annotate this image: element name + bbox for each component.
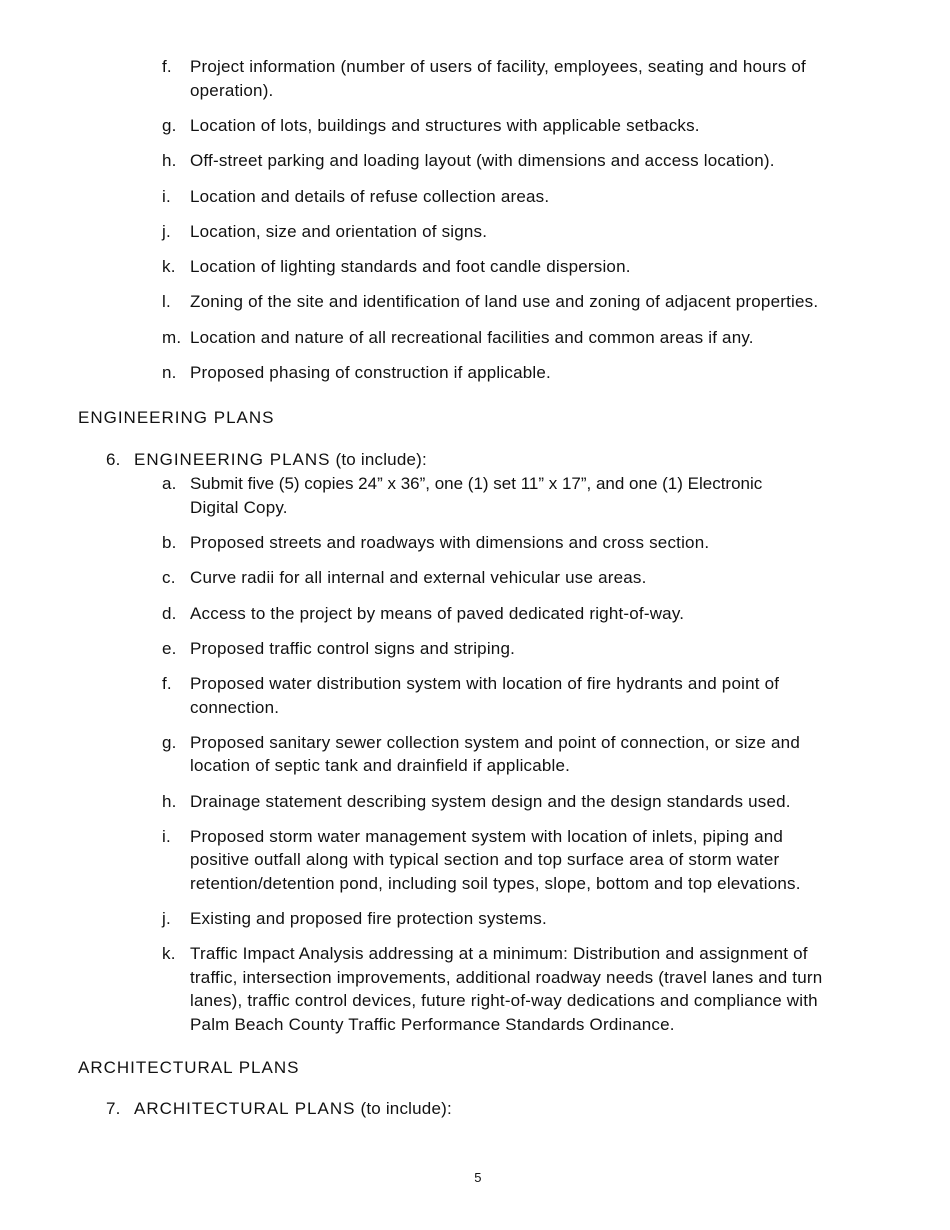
list-item-l	[0, 290, 950, 314]
list-marker: i.	[162, 186, 171, 206]
list-item-text: Location and details of refuse collection areas.	[190, 186, 550, 206]
list-item-n	[0, 361, 950, 385]
section-number: 7.	[106, 1099, 121, 1119]
list-item-i	[0, 825, 950, 896]
list-item-a	[0, 472, 950, 519]
section-suffix: (to include):	[335, 450, 427, 470]
list-item-g	[0, 114, 950, 138]
list-item-text: retention/detention pond, including soil types, slope, bottom and top elevations.	[190, 873, 801, 893]
list-item-text: Proposed water distribution system with location of fire hydrants and point of	[190, 674, 780, 693]
list-item-text: Palm Beach County Traffic Performance Standards Ordinance.	[190, 1014, 675, 1034]
section-suffix: (to include):	[360, 1099, 452, 1119]
list-item-j	[0, 220, 950, 244]
list-item-text: Proposed sanitary sewer collection system and point of connection, or size and	[190, 732, 800, 752]
list-marker: m.	[162, 327, 182, 347]
list-marker: g.	[162, 732, 177, 752]
list-marker: i.	[162, 826, 171, 846]
list-item-text: lanes), traffic control devices, future right-of-way dedications and compliance with	[190, 991, 818, 1011]
list-item-h	[0, 790, 950, 814]
list-item-k	[0, 942, 950, 1036]
list-item-text: Proposed storm water management system with location of inlets, piping and	[190, 826, 784, 846]
list-item-text: Location and nature of all recreational facilities and common areas if any.	[190, 327, 754, 347]
list-item-text: Proposed phasing of construction if applicable.	[190, 362, 551, 382]
section-7-title	[106, 1097, 452, 1121]
list-item-text: Digital Copy.	[190, 497, 288, 517]
list-marker: l.	[162, 292, 171, 312]
site-plan-list	[0, 55, 950, 396]
list-item-text: Traffic Impact Analysis addressing at a minimum: Distribution and assignment of	[190, 944, 808, 964]
list-item-k	[0, 255, 950, 279]
section-title: ARCHITECTURAL PLANS	[134, 1099, 356, 1119]
list-item-e	[0, 637, 950, 661]
list-marker: c.	[162, 568, 176, 588]
list-item-text: Location of lots, buildings and structures with applicable setbacks.	[190, 116, 700, 135]
list-item-text: traffic, intersection improvements, additional roadway needs (travel lanes and turn	[190, 967, 823, 987]
list-marker: n.	[162, 362, 177, 382]
section-6-title	[106, 448, 427, 472]
list-marker: f.	[162, 57, 172, 77]
list-marker: j.	[162, 221, 171, 241]
list-marker: g.	[162, 116, 177, 135]
list-marker: h.	[162, 151, 177, 171]
list-marker: k.	[162, 944, 176, 964]
engineering-plans-heading: ENGINEERING PLANS	[78, 408, 275, 428]
list-marker: d.	[162, 603, 177, 623]
list-marker: h.	[162, 791, 177, 811]
list-item-text: Project information (number of users of facility, employees, seating and hours of	[190, 57, 806, 77]
section-title: ENGINEERING PLANS	[134, 450, 331, 470]
list-marker: e.	[162, 638, 177, 658]
list-item-text: location of septic tank and drainfield if applicable.	[190, 756, 571, 776]
list-item-text: Location of lighting standards and foot candle dispersion.	[190, 257, 631, 276]
list-item-h	[0, 149, 950, 173]
list-item-text: connection.	[190, 697, 280, 717]
list-marker: j.	[162, 909, 171, 928]
list-item-j	[0, 907, 950, 931]
list-marker: a.	[162, 474, 177, 494]
list-item-g	[0, 731, 950, 778]
list-item-text: Drainage statement describing system design and the design standards used.	[190, 791, 791, 811]
list-marker: b.	[162, 533, 177, 552]
list-item-text: Existing and proposed fire protection systems.	[190, 909, 547, 928]
list-item-text: Proposed traffic control signs and striping.	[190, 638, 516, 658]
section-number: 6.	[106, 450, 121, 470]
list-item-text: Off-street parking and loading layout (with dimensions and access location).	[190, 151, 775, 171]
list-marker: f.	[162, 674, 172, 693]
list-item-text: Submit five (5) copies 24” x 36”, one (1) set 11” x 17”, and one (1) Electronic	[190, 474, 763, 494]
list-item-text: operation).	[190, 80, 274, 100]
list-item-b	[0, 531, 950, 555]
list-item-text: Zoning of the site and identification of land use and zoning of adjacent properties.	[190, 292, 819, 312]
engineering-plans-list	[0, 472, 950, 1048]
page-number: 5	[474, 1170, 482, 1185]
list-item-m	[0, 326, 950, 350]
list-marker: k.	[162, 257, 176, 276]
list-item-i	[0, 185, 950, 209]
list-item-text: Proposed streets and roadways with dimensions and cross section.	[190, 533, 710, 552]
list-item-text: Curve radii for all internal and external vehicular use areas.	[190, 568, 647, 588]
list-item-f	[0, 672, 950, 719]
list-item-f	[0, 55, 950, 102]
list-item-c	[0, 566, 950, 590]
list-item-text: Location, size and orientation of signs.	[190, 221, 488, 241]
list-item-d	[0, 602, 950, 626]
architectural-plans-heading: ARCHITECTURAL PLANS	[78, 1058, 300, 1078]
list-item-text: positive outfall along with typical section and top surface area of storm water	[190, 850, 780, 870]
list-item-text: Access to the project by means of paved dedicated right-of-way.	[190, 603, 685, 623]
